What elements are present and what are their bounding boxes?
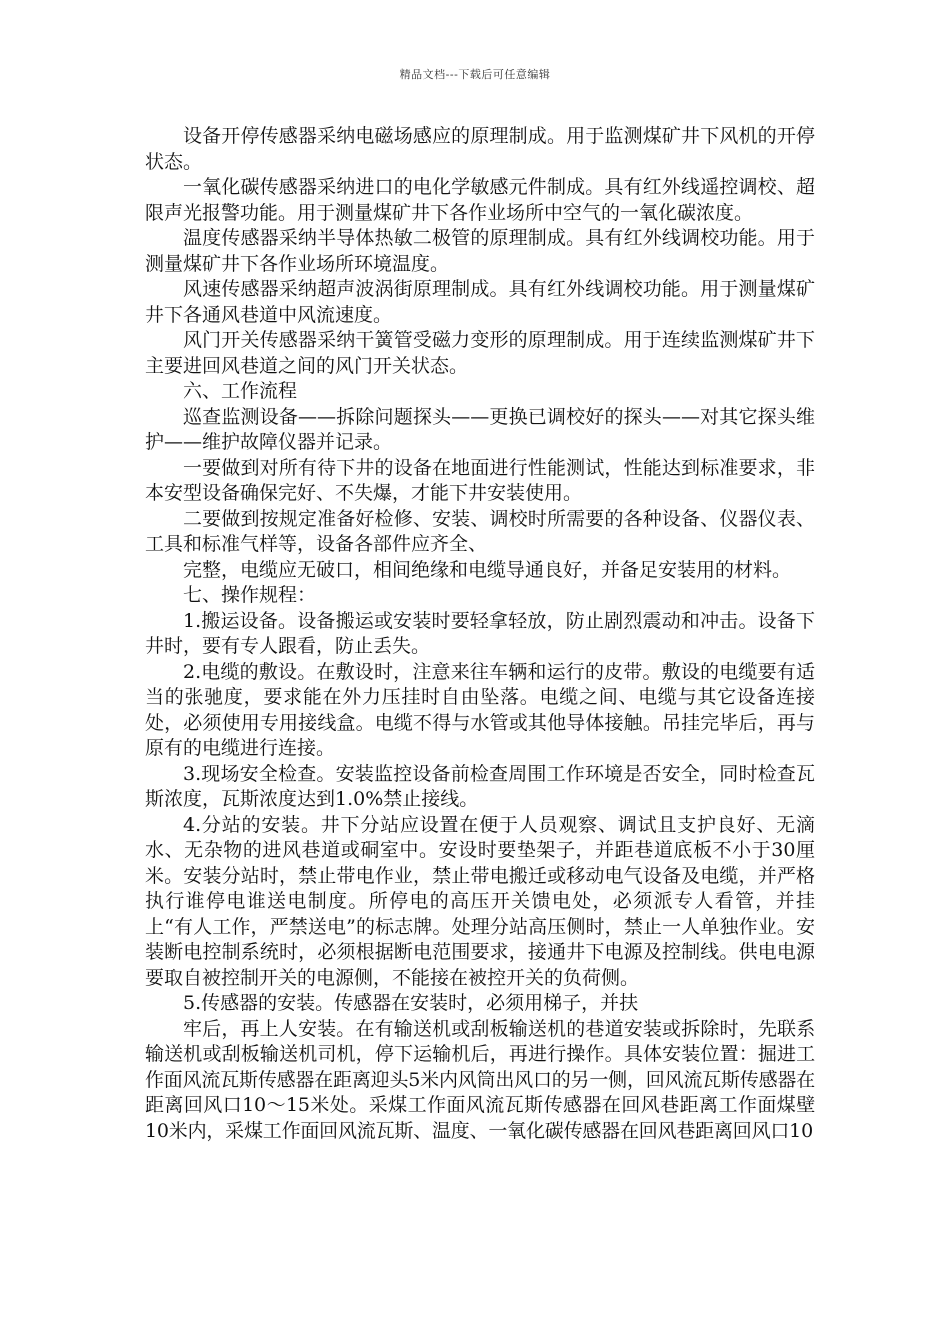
page-header: 精品文档---下载后可任意编辑 [399,68,551,81]
section-heading-procedures: 七、操作规程： [183,584,317,606]
paragraph-wind-speed-sensor: 风速传感器采纳超声波涡街原理制成。具有红外线调校功能。用于测量煤矿井下各通风巷道中风流速度。 [145,278,815,326]
paragraph-procedure-5: 5.传感器的安装。传感器在安装时，必须用梯子，并扶 [183,992,639,1014]
paragraph-requirement-one: 一要做到对所有待下井的设备在地面进行性能测试，性能达到标准要求，非本安型设备确保完好、不失爆，才能下井安装使用。 [145,456,815,504]
paragraph-procedure-5-cont: 牢后，再上人安装。在有输送机或刮板输送机的巷道安装或拆除时，先联系输送机或刮板输送机司机，停下运输机后，再进行操作。具体安装位置：掘进工作面风流瓦斯传感器在距离迎头5米内风筒出风口的另一侧，回风流瓦斯传感器在距离回风口10～15米处。采煤工作面风流瓦斯传感器在回风巷距离工作面煤壁10米内，采煤工作面回风流瓦斯、温度、一氧化碳传感器在回风巷距离回风口10 [145,1017,815,1142]
paragraph-temperature-sensor: 温度传感器采纳半导体热敏二极管的原理制成。具有红外线调校功能。用于测量煤矿井下各作业场所环境温度。 [145,227,815,275]
paragraph-procedure-3: 3.现场安全检查。安装监控设备前检查周围工作环境是否安全，同时检查瓦斯浓度，瓦斯浓度达到1.0%禁止接线。 [145,762,815,810]
section-heading-workflow: 六、工作流程 [183,380,298,402]
paragraph-procedure-4: 4.分站的安装。井下分站应设置在便于人员观察、调试且支护良好、无滴水、无杂物的进风巷道或硐室中。安设时要垫架子，并距巷道底板不小于30厘米。安装分站时，禁止带电作业，禁止带电搬迁或移动电气设备及电缆，并严格执行谁停电谁送电制度。所停电的高压开关馈电处，必须派专人看管，并挂上“有人工作，严禁送电”的标志牌。处理分站高压侧时，禁止一人单独作业。安装断电控制系统时，必须根据断电范围要求，接通井下电源及控制线。供电电源要取自被控制开关的电源侧，不能接在被控开关的负荷侧。 [145,813,815,989]
paragraph-fan-sensor: 设备开停传感器采纳电磁场感应的原理制成。用于监测煤矿井下风机的开停状态。 [145,125,815,173]
document-body [145,124,815,1144]
paragraph-procedure-1: 1.搬运设备。设备搬运或安装时要轻拿轻放，防止剧烈震动和冲击。设备下井时，要有专人跟看，防止丢失。 [145,609,815,657]
paragraph-requirement-two-cont: 完整，电缆应无破口，相间绝缘和电缆导通良好，并备足安装用的材料。 [183,558,792,581]
paragraph-co-sensor: 一氧化碳传感器采纳进口的电化学敏感元件制成。具有红外线遥控调校、超限声光报警功能。用于测量煤矿井下各作业场所中空气的一氧化碳浓度。 [145,176,815,224]
paragraph-workflow-steps: 巡查监测设备——拆除问题探头——更换已调校好的探头——对其它探头维护——维护故障仪器并记录。 [145,405,815,453]
paragraph-door-switch-sensor: 风门开关传感器采纳干簧管受磁力变形的原理制成。用于连续监测煤矿井下主要进回风巷道之间的风门开关状态。 [145,329,815,377]
paragraph-procedure-2: 2.电缆的敷设。在敷设时，注意来往车辆和运行的皮带。敷设的电缆要有适当的张驰度，要求能在外力压挂时自由坠落。电缆之间、电缆与其它设备连接处，必须使用专用接线盒。电缆不得与水管或其他导体接触。吊挂完毕后，再与原有的电缆进行连接。 [145,660,815,759]
paragraph-requirement-two: 二要做到按规定准备好检修、安装、调校时所需要的各种设备、仪器仪表、工具和标准气样等，设备各部件应齐全、 [145,507,815,555]
